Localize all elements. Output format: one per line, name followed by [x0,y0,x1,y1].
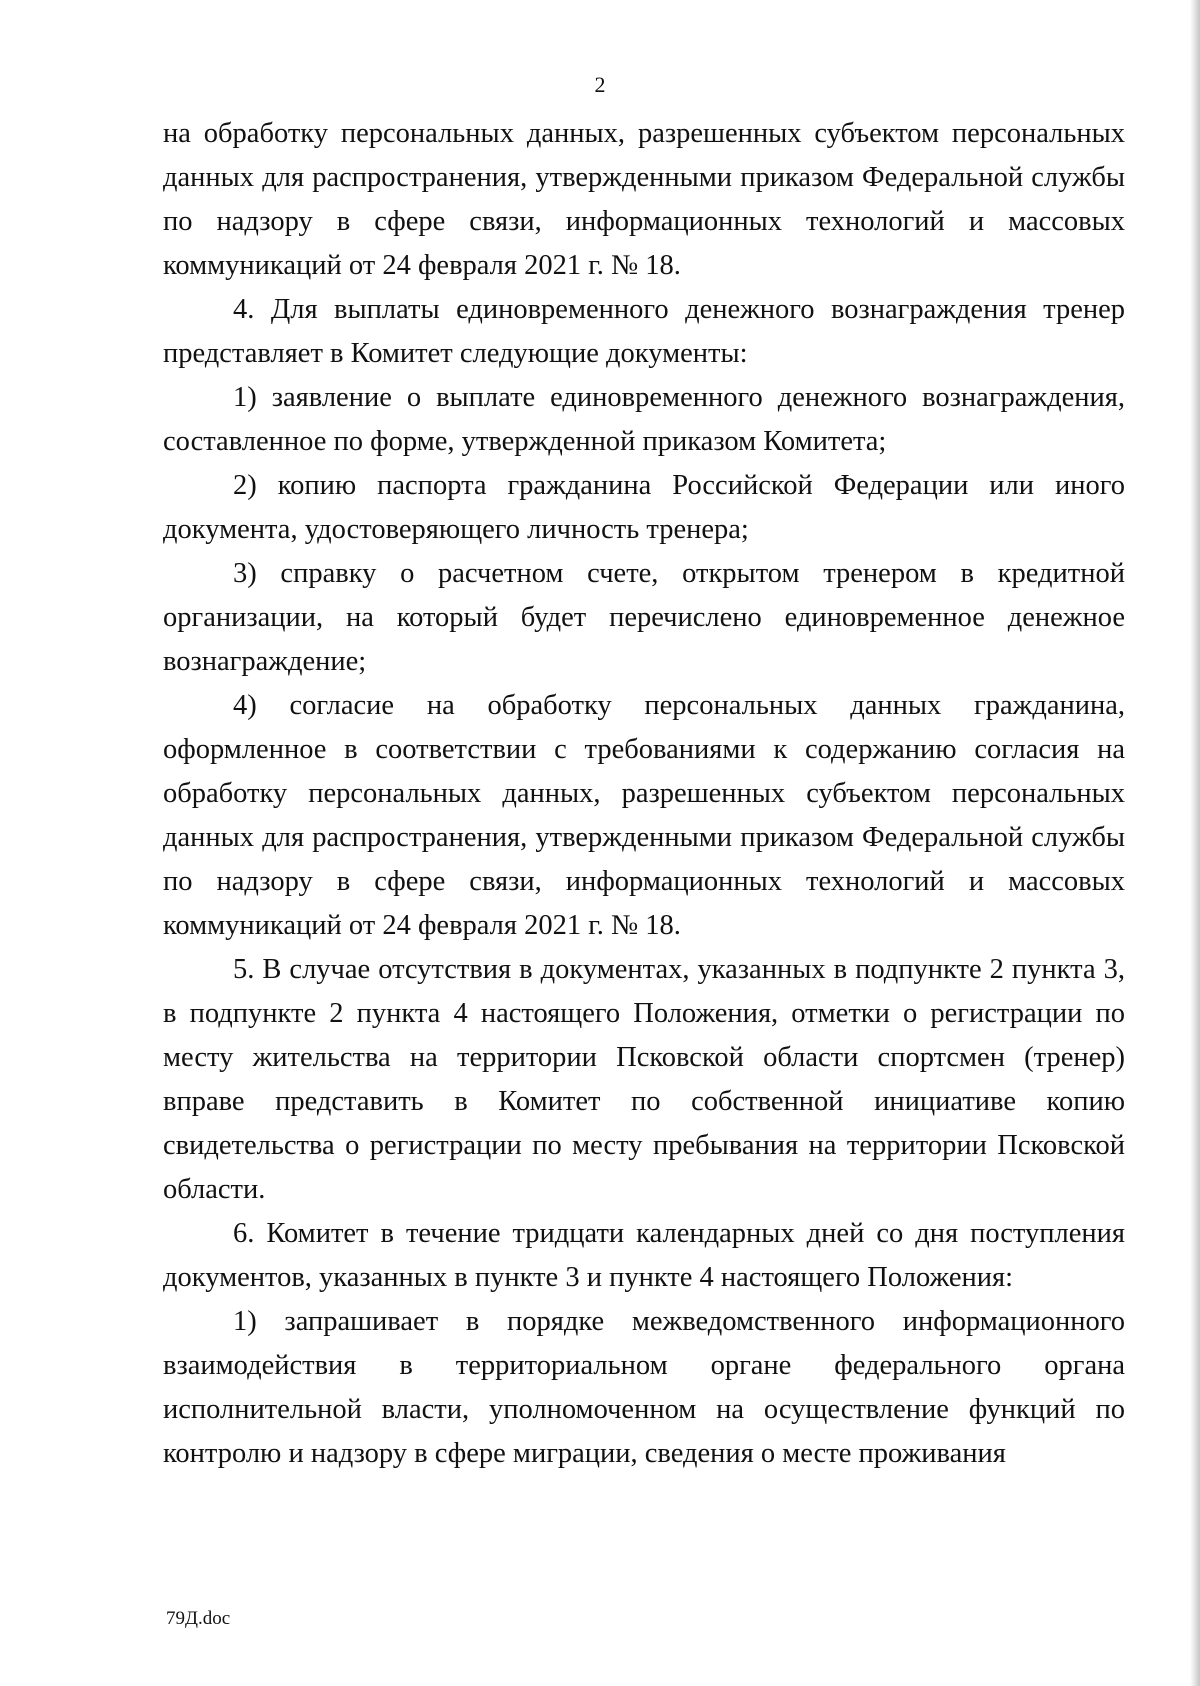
paragraph: 1) заявление о выплате единовременного денежного вознаграждения, составленное по форме, утвержденной приказом Комитета; [163,382,1125,457]
paragraph: 2) копию паспорта гражданина Российской Федерации или иного документа, удостоверяющего личность тренера; [163,470,1125,545]
paragraph: 6. Комитет в течение тридцати календарных дней со дня поступления документов, указанных в пункте 3 и пункте 4 настоящего Положения: [163,1218,1125,1293]
paragraph: 4. Для выплаты единовременного денежного вознаграждения тренер представляет в Комитет следующие документы: [163,294,1125,369]
paragraph: 4) согласие на обработку персональных данных гражданина, оформленное в соответствии с требованиями к содержанию согласия на обработку персональных данных, разрешенных субъектом персональных данных для распространения, утвержденными приказом Федеральной службы по надзору в сфере связи, информационных технологий и массовых коммуникаций от 24 февраля 2021 г. № 18. [163,690,1125,941]
scan-edge-shadow [1190,0,1200,1686]
document-body [163,112,1125,1476]
paragraph: 5. В случае отсутствия в документах, указанных в подпункте 2 пункта 3, в подпункте 2 пункта 4 настоящего Положения, отметки о регистрации по месту жительства на территории Псковской области спортсмен (тренер) вправе представить в Комитет по собственной инициативе копию свидетельства о регистрации по месту пребывания на территории Псковской области. [163,954,1125,1205]
page-number: 2 [594,72,606,97]
footer-file-code: 79Д.doc [166,1608,231,1629]
paragraph: 3) справку о расчетном счете, открытом тренером в кредитной организации, на который будет перечислено единовременное денежное вознаграждение; [163,558,1125,677]
paragraph: на обработку персональных данных, разрешенных субъектом персональных данных для распространения, утвержденными приказом Федеральной службы по надзору в сфере связи, информационных технологий и массовых коммуникаций от 24 февраля 2021 г. № 18. [163,118,1125,281]
paragraph: 1) запрашивает в порядке межведомственного информационного взаимодействия в территориальном органе федерального органа исполнительной власти, уполномоченном на осуществление функций по контролю и надзору в сфере миграции, сведения о месте проживания [163,1306,1125,1469]
